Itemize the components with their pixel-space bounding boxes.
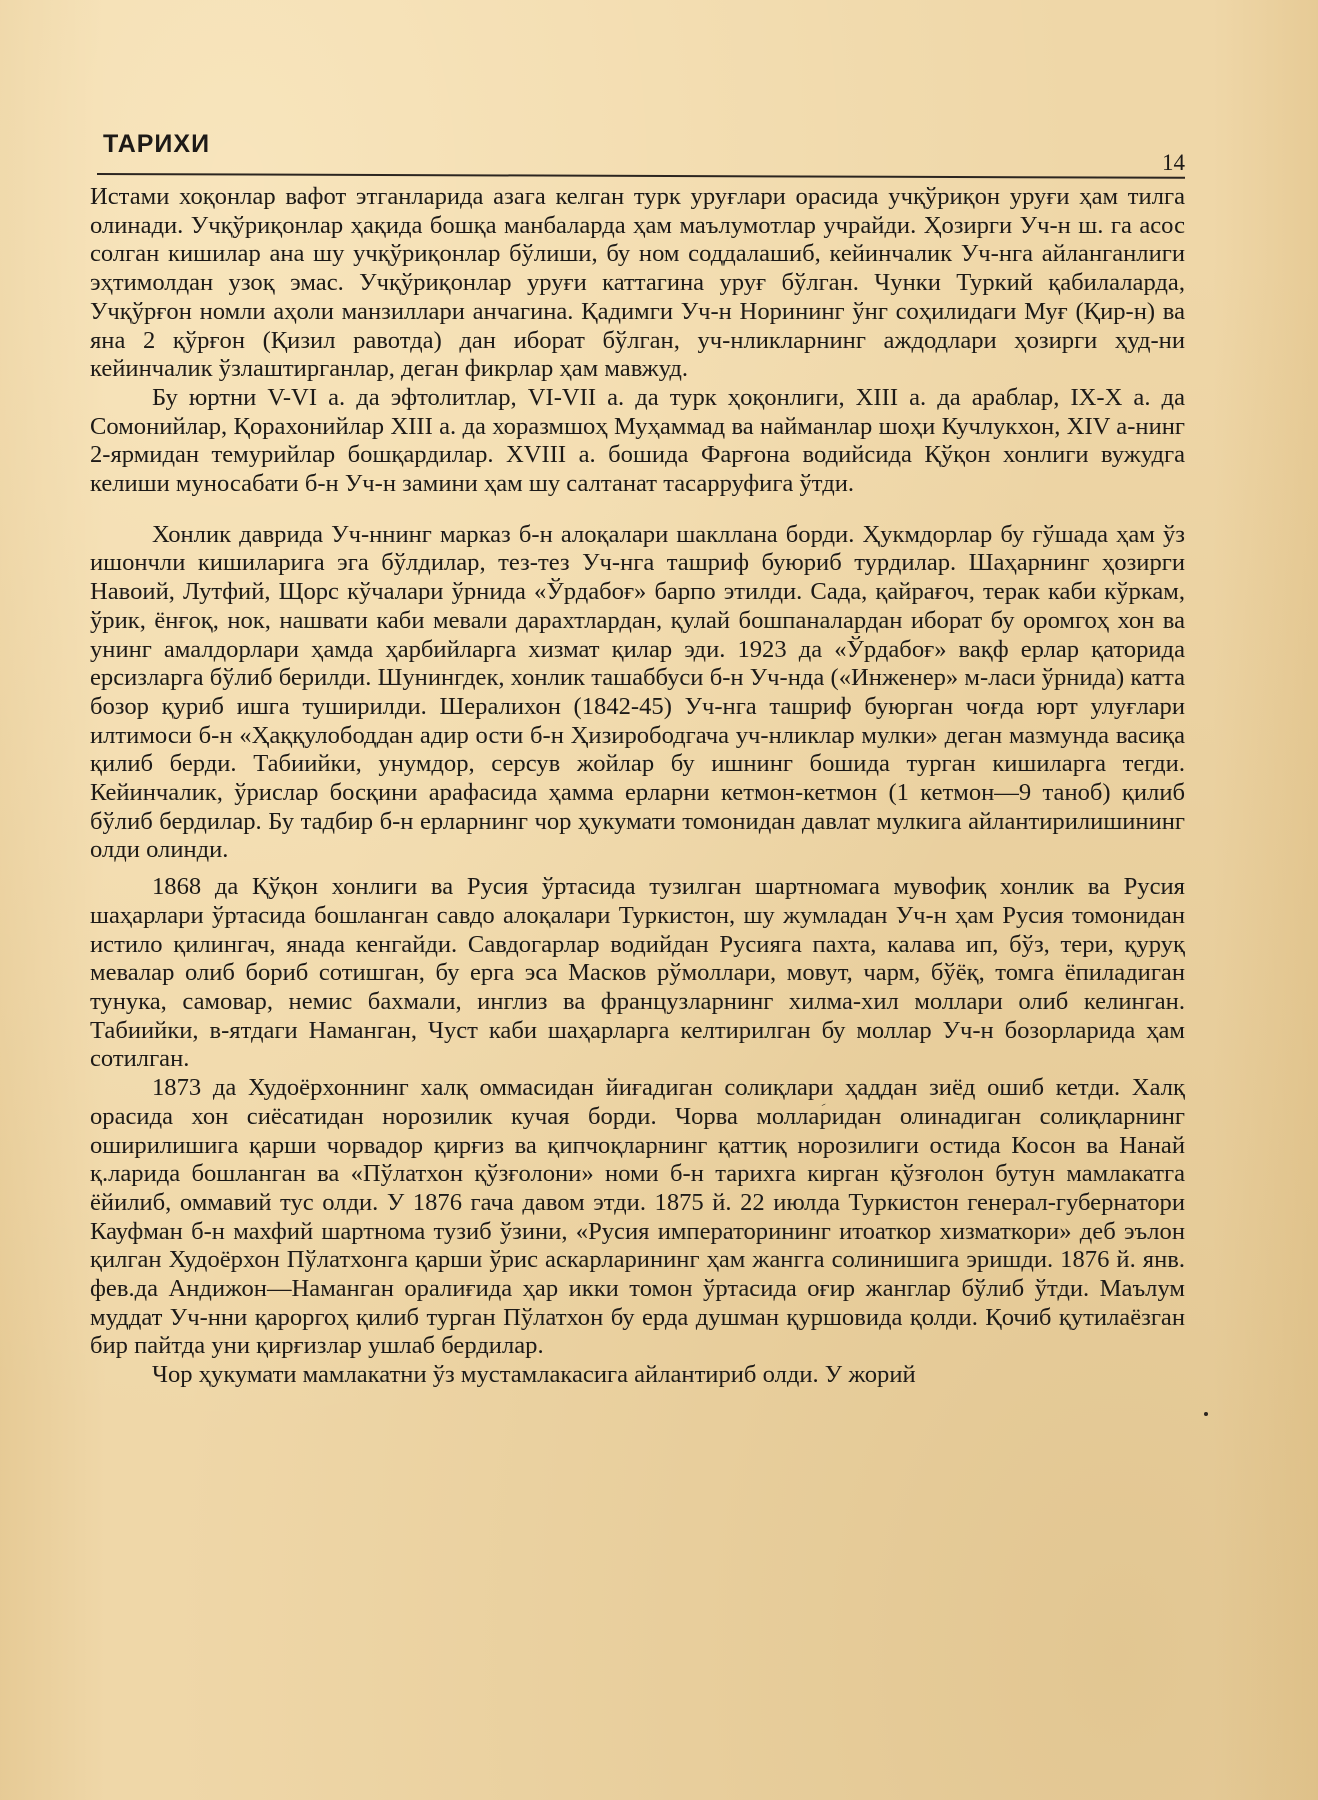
header-rule: [97, 173, 1185, 179]
paragraph-uchqorgon-origins: Истами хоқонлар вафот этганларида азага келган турк уруғлари орасида учқўриқон уруғи ҳам тилга олинади. Учқўриқонлар ҳақида бошқа манбаларда ҳам маълумотлар учрайди. Ҳозирги Уч-н ш. га асос солган кишилар ана шу учқўриқонлар бўлиши, бу ном соддалашиб, кейинчалик Уч-нга айланганлиги эҳтимолдан узоқ эмас. Учқўриқонлар уруғи каттагина уруғ бўлган. Чунки Туркий қабилаларда, Учқўрғон номли аҳоли манзиллари анчагина. Қадимги Уч-н Норининг ўнг соҳилидаги Муғ (Қир-н) ва яна 2 қўрғон (Қизил равотда) дан иборат бўлган, уч-нликларнинг аждодлари ҳозирги ҳуд-ни кейинчалик ўзлаштирганлар, деган фикрлар ҳам мавжуд.: [90, 183, 1185, 383]
page-number: 14: [1162, 150, 1185, 175]
page-header: [90, 128, 1185, 188]
paragraph-rulers: Бу юртни V-VI а. да эфтолитлар, VI-VII а. да турк ҳоқонлиги, XIII а. да араблар, IX-X а. да Сомонийлар, Қорахонийлар XIII а. да хоразмшоҳ Муҳаммад ва найманлар шоҳи Кучлукхон, XIV а-нинг 2-ярмидан темурийлар бошқардилар. XVIII а. бошида Фарғона водийсида Қўқон хонлиги вужудга келиши муносабати б-н Уч-н замини ҳам шу салтанат тасарруфига ўтди.: [90, 383, 1185, 498]
print-speck: [1204, 1412, 1208, 1416]
paragraph-trade-1868: 1868 да Қўқон хонлиги ва Русия ўртасида тузилган шартномага мувофиқ хонлик ва Русия шаҳарлари ўртасида бошланган савдо алоқалари Туркистон, шу жумладан Уч-н ҳам Русия томонидан истило қилингач, янада кенгайди. Савдогарлар водийдан Русияга пахта, калава ип, бўз, тери, қуруқ мевалар олиб бориб сотишган, бу ерга эса Масков рўмоллари, мовут, чарм, бўёқ, томга ёпиладиган тунука, самовар, немис бахмали, инглиз ва французларнинг хилма-хил моллари олиб келинган. Табиийки, в-ятдаги Наманган, Чуст каби шаҳарларга келтирилган бу моллар Уч-н бозорларида ҳам сотилган.: [90, 873, 1185, 1073]
paragraph-tsarist-rule: Чор ҳукумати мамлакатни ўз мустамлакасига айлантириб олди. У жорий: [152, 1361, 916, 1389]
page-body: [90, 183, 1185, 1390]
book-page: [90, 128, 1185, 1389]
paragraph-khanate-period: Хонлик даврида Уч-ннинг марказ б-н алоқалари шакллана борди. Ҳукмдорлар бу гўшада ҳам ўз ишончли кишиларига эга бўлдилар, тез-тез Уч-нга ташриф буюриб турдилар. Шаҳарнинг ҳозирги Навоий, Лутфий, Щорс кўчалари ўрнида «Ўрдабоғ» барпо этилди. Сада, қайрағоч, терак каби кўркам, ўрик, ёнғоқ, нок, нашвати каби мевали дарахтлардан, қулай бошпаналардан иборат бу оромгоҳ хон ва унинг амалдорлари ҳамда ҳарбийларга хизмат қилар эди. 1923 да «Ўрдабоғ» вақф ерлар қаторида ерсизларга бўлиб берилди. Шунингдек, хонлик ташаббуси б-н Уч-нда («Инженер» м-ласи ўрнида) катта бозор қуриб ишга туширилди. Шералихон (1842-45) Уч-нга ташриф буюрган чоғда юрт улуғлари илтимоси б-н «Ҳаққулободдан адир ости б-н Ҳизирободгача уч-нликлар мулки» деган мазмунда васиқа қилиб берди. Табиийки, унумдор, серсув жойлар бу ишнинг бошида турган кишиларга тегди. Кейинчалик, ўрислар босқини арафасида ҳамма ерларни кетмон-кетмон (1 кетмон—9 таноб) қилиб бўлиб бердилар. Бу тадбир б-н ерларнинг чор ҳукумати томонидан давлат мулкига айлантирилишининг олди олинди.: [90, 520, 1185, 864]
section-title: ТАРИХИ: [103, 130, 211, 158]
paragraph-uprising-1873: 1873 да Худоёрхоннинг халқ оммасидан йиғадиган солиқлари ҳаддан зиёд ошиб кетди. Халқ орасида хон сиёсатидан норозилик кучая борди. Чорва моллаؘридан олинадиган солиқларнинг оширилишига қарши чорвадор қирғиз ва қипчоқларнинг қаттиқ норозилиги остида Косон ва Нанай қ.ларида бошланган ва «Пўлатхон қўзғолони» номи б-н тарихга кирган қўзғолон бутун мамлакатга ёйилиб, оммавий тус олди. У 1876 гача давом этди. 1875 й. 22 июлда Туркистон генерал-губернатори Кауфман б-н махфий шартнома тузиб ўзини, «Русия императорининг итоаткор хизматкори» деб эълон қилган Худоёрхон Пўлатхонга қарши ўрис аскарларининг ҳам жангга солинишига эришди. 1876 й. янв. фев.да Андижон—Наманган оралиғида ҳар икки томон ўртасида оғир жанглар бўлиб ўтди. Маълум муддат Уч-нни қароргоҳ қилиб турган Пўлатхон бу ерда душман қуршовида қолди. Қочиб қутилаёзган бир пайтда уни қирғизлар ушлаб бердилар.: [90, 1074, 1185, 1360]
